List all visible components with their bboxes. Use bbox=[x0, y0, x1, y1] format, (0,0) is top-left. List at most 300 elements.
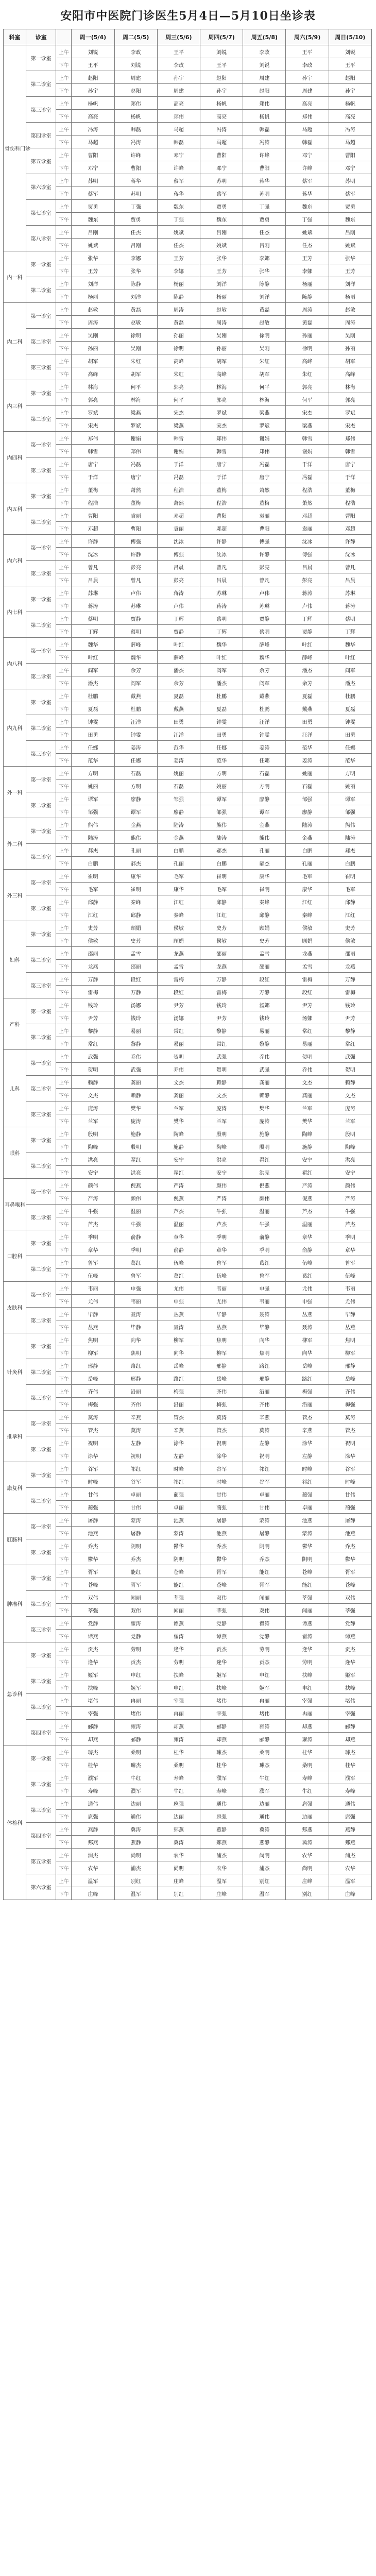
table-row bbox=[4, 1462, 372, 1475]
doctor-cell: 徐明 bbox=[114, 329, 157, 342]
doctor-cell: 侯敏 bbox=[286, 921, 329, 934]
doctor-cell: 潘杰 bbox=[329, 676, 371, 689]
doctor-cell: 吴刚 bbox=[114, 342, 157, 354]
doctor-cell: 边丽 bbox=[286, 1810, 329, 1823]
doctor-cell: 姚丽 bbox=[157, 767, 200, 779]
doctor-cell: 石磊 bbox=[114, 767, 157, 779]
department-cell: 肿瘤科 bbox=[4, 1565, 26, 1642]
doctor-cell: 乔伟 bbox=[286, 1063, 329, 1076]
doctor-cell: 桂华 bbox=[286, 1745, 329, 1758]
table-row bbox=[4, 496, 372, 509]
doctor-cell: 温丽 bbox=[243, 1205, 286, 1217]
doctor-cell: 郑伟 bbox=[286, 110, 329, 123]
half-day-cell: 上午 bbox=[56, 1797, 72, 1810]
table-row bbox=[4, 226, 372, 239]
doctor-cell: 宰强 bbox=[329, 1707, 371, 1720]
doctor-cell: 王芳 bbox=[72, 264, 114, 277]
doctor-cell: 吕刚 bbox=[114, 239, 157, 251]
doctor-cell: 崔明 bbox=[72, 870, 114, 883]
doctor-cell: 林海 bbox=[200, 380, 243, 393]
doctor-cell: 贡杰 bbox=[72, 1642, 114, 1655]
doctor-cell: 邓宁 bbox=[200, 161, 243, 174]
doctor-cell: 卓丽 bbox=[286, 1501, 329, 1514]
doctor-cell: 唐宁 bbox=[243, 470, 286, 483]
doctor-cell: 劳明 bbox=[114, 1642, 157, 1655]
doctor-cell: 方明 bbox=[200, 767, 243, 779]
doctor-cell: 蒋华 bbox=[243, 174, 286, 187]
doctor-cell: 庞涛 bbox=[72, 1101, 114, 1114]
doctor-cell: 郑伟 bbox=[157, 110, 200, 123]
doctor-cell: 叶红 bbox=[200, 651, 243, 664]
doctor-cell: 潘杰 bbox=[200, 676, 243, 689]
doctor-cell: 汤娜 bbox=[243, 998, 286, 1011]
clinic-cell: 第三诊室 bbox=[26, 1694, 56, 1720]
doctor-cell: 祁红 bbox=[114, 1462, 157, 1475]
table-row bbox=[4, 1256, 372, 1269]
doctor-cell: 梁燕 bbox=[243, 406, 286, 419]
doctor-cell: 陶峰 bbox=[157, 1127, 200, 1140]
table-row bbox=[4, 767, 372, 779]
doctor-cell: 殷明 bbox=[200, 1127, 243, 1140]
doctor-cell: 陆涛 bbox=[286, 818, 329, 831]
table-row bbox=[4, 676, 372, 689]
doctor-cell: 桂华 bbox=[72, 1758, 114, 1771]
doctor-cell: 刘锐 bbox=[114, 58, 157, 71]
doctor-cell: 莘强 bbox=[200, 1604, 243, 1617]
half-day-cell: 上午 bbox=[56, 1514, 72, 1527]
doctor-cell: 钟雯 bbox=[72, 715, 114, 728]
doctor-cell: 沈冰 bbox=[286, 535, 329, 548]
doctor-cell: 潘杰 bbox=[72, 676, 114, 689]
doctor-cell: 桑明 bbox=[243, 1745, 286, 1758]
doctor-cell: 鲁军 bbox=[243, 1269, 286, 1282]
doctor-cell: 葛红 bbox=[286, 1269, 329, 1282]
doctor-cell: 桑明 bbox=[157, 1758, 200, 1771]
doctor-cell: 郦静 bbox=[114, 1733, 157, 1745]
doctor-cell: 袁丽 bbox=[286, 522, 329, 535]
doctor-cell: 濮军 bbox=[200, 1771, 243, 1784]
department-cell: 推拿科 bbox=[4, 1411, 26, 1462]
doctor-cell: 贾勇 bbox=[200, 200, 243, 213]
doctor-cell: 兰军 bbox=[200, 1114, 243, 1127]
department-cell: 眼科 bbox=[4, 1127, 26, 1179]
doctor-cell: 冀涛 bbox=[286, 1836, 329, 1849]
table-row bbox=[4, 779, 372, 792]
doctor-cell: 辛燕 bbox=[157, 1423, 200, 1436]
doctor-cell: 翟涛 bbox=[243, 1617, 286, 1630]
doctor-cell: 袁丽 bbox=[114, 509, 157, 522]
doctor-cell: 甘伟 bbox=[329, 1488, 371, 1501]
doctor-cell: 郝杰 bbox=[200, 844, 243, 857]
doctor-cell: 尚明 bbox=[286, 1861, 329, 1874]
clinic-cell: 第二诊室 bbox=[26, 71, 56, 97]
doctor-cell: 秦峰 bbox=[286, 908, 329, 921]
doctor-cell: 郭亮 bbox=[200, 393, 243, 406]
doctor-cell: 严涛 bbox=[72, 1192, 114, 1205]
table-row bbox=[4, 264, 372, 277]
doctor-cell: 吕刚 bbox=[329, 226, 371, 239]
doctor-cell: 尚明 bbox=[157, 1861, 200, 1874]
doctor-cell: 申红 bbox=[157, 1681, 200, 1694]
half-day-cell: 下午 bbox=[56, 1217, 72, 1230]
department-cell: 骨伤科门诊 bbox=[4, 45, 26, 251]
doctor-cell: 曹阳 bbox=[72, 148, 114, 161]
doctor-cell: 韩磊 bbox=[286, 135, 329, 148]
doctor-cell: 夏磊 bbox=[286, 689, 329, 702]
half-day-cell: 下午 bbox=[56, 58, 72, 71]
doctor-cell: 乔杰 bbox=[200, 1539, 243, 1552]
doctor-cell: 赵阳 bbox=[200, 71, 243, 84]
table-row bbox=[4, 998, 372, 1011]
doctor-cell: 伍峰 bbox=[286, 1256, 329, 1269]
doctor-cell: 江红 bbox=[157, 895, 200, 908]
doctor-cell: 涂华 bbox=[329, 1449, 371, 1462]
doctor-cell: 梅强 bbox=[72, 1398, 114, 1411]
half-day-cell: 下午 bbox=[56, 84, 72, 97]
doctor-cell: 梁燕 bbox=[114, 406, 157, 419]
doctor-cell: 寿峰 bbox=[72, 1784, 114, 1797]
doctor-cell: 任杰 bbox=[114, 226, 157, 239]
table-row bbox=[4, 1333, 372, 1346]
doctor-cell: 史芳 bbox=[243, 934, 286, 947]
half-day-cell: 下午 bbox=[56, 857, 72, 870]
half-day-cell: 上午 bbox=[56, 457, 72, 470]
doctor-cell: 边丽 bbox=[157, 1810, 200, 1823]
half-day-cell: 下午 bbox=[56, 573, 72, 586]
half-day-cell: 上午 bbox=[56, 586, 72, 599]
doctor-cell: 甘伟 bbox=[114, 1501, 157, 1514]
doctor-cell: 尹芳 bbox=[72, 1011, 114, 1024]
doctor-cell: 蒋华 bbox=[114, 174, 157, 187]
department-cell: 内四科 bbox=[4, 432, 26, 483]
doctor-cell: 秦峰 bbox=[243, 895, 286, 908]
doctor-cell: 严涛 bbox=[286, 1179, 329, 1192]
doctor-cell: 易丽 bbox=[286, 1037, 329, 1050]
table-row bbox=[4, 535, 372, 548]
doctor-cell: 丁强 bbox=[286, 213, 329, 226]
doctor-cell: 樊华 bbox=[157, 1114, 200, 1127]
doctor-cell: 尤伟 bbox=[157, 1282, 200, 1295]
doctor-cell: 于洋 bbox=[329, 470, 371, 483]
doctor-cell: 彭亮 bbox=[286, 573, 329, 586]
doctor-cell: 沿丽 bbox=[157, 1398, 200, 1411]
doctor-cell: 伍峰 bbox=[200, 1269, 243, 1282]
doctor-cell: 牛红 bbox=[243, 1771, 286, 1784]
half-day-cell: 下午 bbox=[56, 1011, 72, 1024]
doctor-cell: 蒙涛 bbox=[157, 1527, 200, 1539]
doctor-cell: 余芳 bbox=[157, 676, 200, 689]
table-row bbox=[4, 200, 372, 213]
doctor-cell: 王平 bbox=[157, 45, 200, 58]
doctor-cell: 谷军 bbox=[114, 1475, 157, 1488]
doctor-cell: 莘强 bbox=[286, 1591, 329, 1604]
doctor-cell: 寿峰 bbox=[200, 1784, 243, 1797]
doctor-cell: 邓超 bbox=[329, 522, 371, 535]
doctor-cell: 朱红 bbox=[114, 354, 157, 367]
half-day-cell: 下午 bbox=[56, 754, 72, 767]
doctor-cell: 郦静 bbox=[329, 1720, 371, 1733]
doctor-cell: 沈冰 bbox=[157, 535, 200, 548]
doctor-cell: 姚斌 bbox=[157, 226, 200, 239]
doctor-cell: 李娜 bbox=[157, 264, 200, 277]
doctor-cell: 曾凡 bbox=[114, 573, 157, 586]
doctor-cell: 桂华 bbox=[329, 1758, 371, 1771]
half-day-cell: 下午 bbox=[56, 1372, 72, 1385]
doctor-cell: 段红 bbox=[286, 986, 329, 998]
doctor-cell: 汪洋 bbox=[243, 715, 286, 728]
doctor-cell: 范华 bbox=[157, 741, 200, 754]
doctor-cell: 许峰 bbox=[286, 161, 329, 174]
doctor-cell: 韩雪 bbox=[200, 445, 243, 457]
half-day-cell: 下午 bbox=[56, 1475, 72, 1488]
table-row bbox=[4, 1475, 372, 1488]
doctor-cell: 戴燕 bbox=[157, 702, 200, 715]
half-day-cell: 下午 bbox=[56, 1758, 72, 1771]
table-row bbox=[4, 1436, 372, 1449]
doctor-cell: 申强 bbox=[114, 1282, 157, 1295]
doctor-cell: 向华 bbox=[114, 1333, 157, 1346]
doctor-cell: 吴刚 bbox=[243, 342, 286, 354]
doctor-cell: 焦明 bbox=[114, 1346, 157, 1359]
doctor-cell: 祝明 bbox=[114, 1449, 157, 1462]
half-day-cell: 下午 bbox=[56, 496, 72, 509]
doctor-cell: 堵伟 bbox=[200, 1694, 243, 1707]
table-row bbox=[4, 1681, 372, 1694]
doctor-cell: 高亮 bbox=[286, 97, 329, 110]
doctor-cell: 许峰 bbox=[157, 161, 200, 174]
table-row bbox=[4, 1037, 372, 1050]
doctor-cell: 严涛 bbox=[200, 1192, 243, 1205]
half-day-cell: 上午 bbox=[56, 1488, 72, 1501]
doctor-cell: 庄峰 bbox=[286, 1874, 329, 1887]
doctor-cell: 杜鹏 bbox=[114, 702, 157, 715]
doctor-cell: 白鹏 bbox=[329, 857, 371, 870]
half-day-cell: 上午 bbox=[56, 303, 72, 316]
clinic-cell: 第一诊室 bbox=[26, 818, 56, 844]
doctor-cell: 涂华 bbox=[72, 1449, 114, 1462]
doctor-cell: 涂华 bbox=[157, 1436, 200, 1449]
table-row bbox=[4, 831, 372, 844]
doctor-cell: 浦杰 bbox=[243, 1861, 286, 1874]
doctor-cell: 陈静 bbox=[114, 277, 157, 290]
doctor-cell: 苏明 bbox=[114, 187, 157, 200]
half-day-cell: 下午 bbox=[56, 1346, 72, 1359]
doctor-cell: 甘伟 bbox=[200, 1488, 243, 1501]
doctor-cell: 侯敏 bbox=[329, 934, 371, 947]
doctor-cell: 孔丽 bbox=[243, 844, 286, 857]
doctor-cell: 萧然 bbox=[157, 496, 200, 509]
doctor-cell: 樊华 bbox=[286, 1114, 329, 1127]
half-day-cell: 下午 bbox=[56, 1320, 72, 1333]
half-day-cell: 下午 bbox=[56, 1063, 72, 1076]
doctor-cell: 黄磊 bbox=[114, 303, 157, 316]
half-day-cell: 上午 bbox=[56, 664, 72, 676]
doctor-cell: 王芳 bbox=[286, 251, 329, 264]
doctor-cell: 聂涛 bbox=[243, 1308, 286, 1320]
table-row bbox=[4, 470, 372, 483]
doctor-cell: 葛红 bbox=[157, 1269, 200, 1282]
clinic-cell: 第一诊室 bbox=[26, 1411, 56, 1436]
doctor-cell: 宋杰 bbox=[200, 419, 243, 432]
table-row bbox=[4, 702, 372, 715]
doctor-cell: 柳军 bbox=[157, 1333, 200, 1346]
doctor-cell: 左静 bbox=[114, 1436, 157, 1449]
doctor-cell: 蒋涛 bbox=[286, 586, 329, 599]
doctor-cell: 邱静 bbox=[114, 908, 157, 921]
doctor-cell: 祝明 bbox=[329, 1436, 371, 1449]
doctor-cell: 范华 bbox=[200, 754, 243, 767]
doctor-cell: 邢静 bbox=[72, 1359, 114, 1372]
doctor-cell: 宋杰 bbox=[72, 419, 114, 432]
doctor-cell: 边丽 bbox=[114, 1797, 157, 1810]
doctor-cell: 蔺强 bbox=[200, 1501, 243, 1514]
doctor-cell: 钱玲 bbox=[72, 998, 114, 1011]
half-day-cell: 上午 bbox=[56, 1230, 72, 1243]
doctor-cell: 傅强 bbox=[114, 535, 157, 548]
half-day-cell: 下午 bbox=[56, 290, 72, 303]
doctor-cell: 韦丽 bbox=[72, 1282, 114, 1295]
doctor-cell: 燕静 bbox=[114, 1836, 157, 1849]
doctor-cell: 乔伟 bbox=[243, 1050, 286, 1063]
table-row bbox=[4, 1011, 372, 1024]
doctor-cell: 雷梅 bbox=[157, 973, 200, 986]
doctor-cell: 堵伟 bbox=[329, 1694, 371, 1707]
doctor-cell: 高峰 bbox=[200, 367, 243, 380]
doctor-cell: 桑明 bbox=[114, 1745, 157, 1758]
doctor-cell: 孙宇 bbox=[200, 84, 243, 97]
doctor-cell: 王平 bbox=[286, 45, 329, 58]
doctor-cell: 魏东 bbox=[157, 200, 200, 213]
table-row bbox=[4, 612, 372, 625]
half-day-cell: 上午 bbox=[56, 1436, 72, 1449]
table-row bbox=[4, 1101, 372, 1114]
doctor-cell: 陈静 bbox=[286, 290, 329, 303]
half-day-cell: 下午 bbox=[56, 728, 72, 741]
department-cell: 皮肤科 bbox=[4, 1282, 26, 1333]
doctor-cell: 谷军 bbox=[72, 1462, 114, 1475]
doctor-cell: 钟雯 bbox=[114, 728, 157, 741]
half-day-cell: 上午 bbox=[56, 277, 72, 290]
table-row bbox=[4, 754, 372, 767]
doctor-cell: 尤伟 bbox=[286, 1282, 329, 1295]
doctor-cell: 柳军 bbox=[72, 1346, 114, 1359]
doctor-cell: 孙丽 bbox=[200, 342, 243, 354]
half-day-cell: 下午 bbox=[56, 1166, 72, 1179]
doctor-cell: 曹阳 bbox=[114, 161, 157, 174]
table-row bbox=[4, 1359, 372, 1372]
doctor-cell: 林海 bbox=[329, 380, 371, 393]
doctor-cell: 卢伟 bbox=[286, 599, 329, 612]
doctor-cell: 却燕 bbox=[72, 1733, 114, 1745]
table-row bbox=[4, 1861, 372, 1874]
doctor-cell: 胡军 bbox=[200, 354, 243, 367]
doctor-cell: 季明 bbox=[243, 1243, 286, 1256]
header-cell: 诊室 bbox=[26, 29, 56, 45]
doctor-cell: 邹强 bbox=[329, 805, 371, 818]
half-day-cell: 下午 bbox=[56, 805, 72, 818]
doctor-cell: 伍峰 bbox=[72, 1269, 114, 1282]
doctor-cell: 洪亮 bbox=[114, 1166, 157, 1179]
doctor-cell: 苏琳 bbox=[72, 586, 114, 599]
doctor-cell: 李娜 bbox=[114, 251, 157, 264]
doctor-cell: 毛军 bbox=[286, 870, 329, 883]
table-row bbox=[4, 419, 372, 432]
doctor-cell: 毛军 bbox=[72, 883, 114, 895]
doctor-cell: 冯涛 bbox=[329, 123, 371, 135]
doctor-cell: 许峰 bbox=[114, 148, 157, 161]
doctor-cell: 劳明 bbox=[286, 1655, 329, 1668]
doctor-cell: 王芳 bbox=[329, 264, 371, 277]
doctor-cell: 郭亮 bbox=[157, 380, 200, 393]
doctor-cell: 莫涛 bbox=[114, 1423, 157, 1436]
doctor-cell: 申强 bbox=[286, 1295, 329, 1308]
doctor-cell: 阎军 bbox=[329, 664, 371, 676]
doctor-cell: 蒙涛 bbox=[114, 1514, 157, 1527]
doctor-cell: 冉丽 bbox=[243, 1694, 286, 1707]
half-day-cell: 下午 bbox=[56, 1501, 72, 1514]
table-row bbox=[4, 1372, 372, 1385]
clinic-cell: 第六诊室 bbox=[26, 1874, 56, 1900]
clinic-cell: 第一诊室 bbox=[26, 689, 56, 715]
half-day-cell: 上午 bbox=[56, 1179, 72, 1192]
doctor-cell: 江红 bbox=[329, 908, 371, 921]
table-row bbox=[4, 921, 372, 934]
half-day-cell: 上午 bbox=[56, 1282, 72, 1295]
doctor-cell: 魏华 bbox=[243, 651, 286, 664]
doctor-cell: 吴刚 bbox=[72, 329, 114, 342]
table-row bbox=[4, 187, 372, 200]
doctor-cell: 伍峰 bbox=[157, 1256, 200, 1269]
doctor-cell: 卓丽 bbox=[114, 1488, 157, 1501]
department-cell: 外三科 bbox=[4, 870, 26, 921]
clinic-cell: 第一诊室 bbox=[26, 1462, 56, 1488]
doctor-cell: 濮军 bbox=[329, 1771, 371, 1784]
doctor-cell: 姚丽 bbox=[329, 779, 371, 792]
doctor-cell: 蔡军 bbox=[200, 187, 243, 200]
doctor-cell: 李政 bbox=[114, 45, 157, 58]
half-day-cell: 上午 bbox=[56, 998, 72, 1011]
doctor-cell: 蔡明 bbox=[329, 612, 371, 625]
doctor-cell: 芦杰 bbox=[200, 1217, 243, 1230]
doctor-cell: 沈冰 bbox=[329, 548, 371, 561]
doctor-cell: 莫涛 bbox=[243, 1423, 286, 1436]
doctor-cell: 林海 bbox=[114, 393, 157, 406]
doctor-cell: 周涛 bbox=[329, 316, 371, 329]
doctor-cell: 江红 bbox=[286, 895, 329, 908]
doctor-cell: 劳明 bbox=[157, 1655, 200, 1668]
table-row bbox=[4, 1720, 372, 1733]
doctor-cell: 濮军 bbox=[243, 1784, 286, 1797]
doctor-cell: 双伟 bbox=[329, 1591, 371, 1604]
department-cell: 妇科 bbox=[4, 921, 26, 998]
header-cell: 周一(5/4) bbox=[72, 29, 114, 45]
doctor-cell: 苍峰 bbox=[329, 1578, 371, 1591]
table-row bbox=[4, 45, 372, 58]
department-cell: 外一科 bbox=[4, 767, 26, 818]
doctor-cell: 武强 bbox=[72, 1050, 114, 1063]
doctor-cell: 璩杰 bbox=[114, 1758, 157, 1771]
header-cell: 周四(5/7) bbox=[200, 29, 243, 45]
table-row bbox=[4, 1539, 372, 1552]
doctor-cell: 金燕 bbox=[114, 818, 157, 831]
doctor-cell: 寿峰 bbox=[329, 1784, 371, 1797]
clinic-cell: 第一诊室 bbox=[26, 1642, 56, 1668]
doctor-cell: 牛红 bbox=[286, 1784, 329, 1797]
doctor-cell: 孔丽 bbox=[157, 857, 200, 870]
doctor-cell: 季明 bbox=[114, 1243, 157, 1256]
table-row bbox=[4, 110, 372, 123]
table-row bbox=[4, 818, 372, 831]
